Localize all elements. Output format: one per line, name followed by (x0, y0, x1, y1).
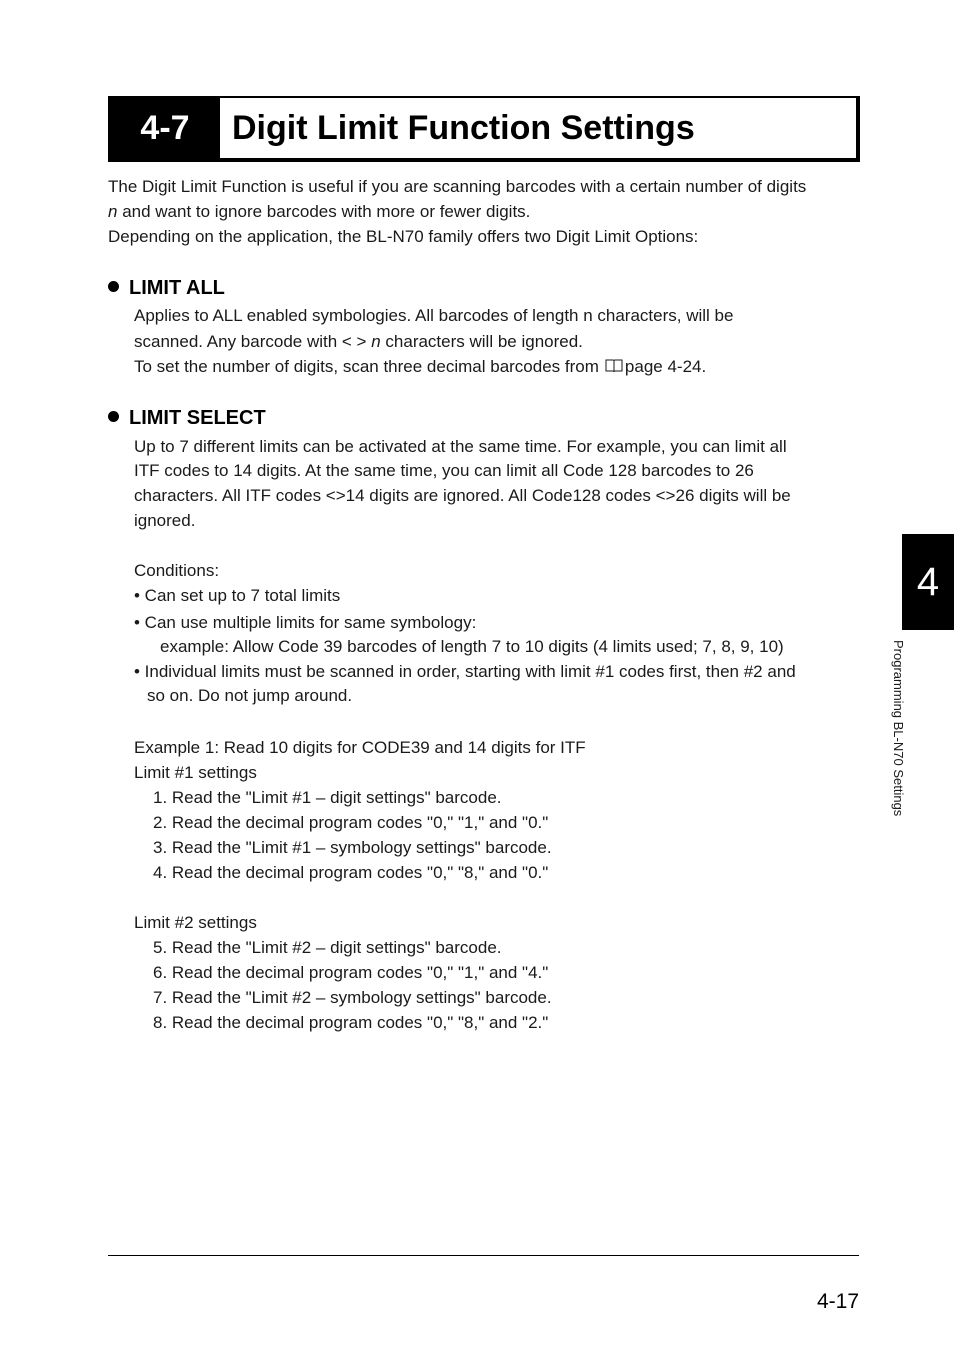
limit-all-italic-n: n (371, 332, 381, 351)
limit-select-heading-text: LIMIT SELECT (129, 407, 266, 429)
step-item: 5. Read the "Limit #2 – digit settings" barcode. (153, 938, 502, 957)
chapter-tab: 4 (902, 534, 954, 630)
intro-line-2 (108, 202, 530, 222)
condition-1: • Can set up to 7 total limits (134, 586, 341, 605)
limit-all-line-2 (134, 332, 583, 352)
bullet-icon (108, 411, 119, 422)
book-reference-icon (605, 359, 623, 373)
limit-select-heading (108, 408, 266, 428)
conditions-heading: Conditions: (134, 561, 220, 580)
limit-select-line-2: ITF codes to 14 digits. At the same time, you can limit all Code 128 barcodes to 26 (134, 461, 754, 480)
bullet-icon (108, 281, 119, 292)
section-title: Digit Limit Function Settings (232, 108, 695, 147)
intro-italic-n: n (108, 202, 118, 221)
limit-select-line-3: characters. All ITF codes <>14 digits are ignored. All Code128 codes <>26 digits will be (134, 486, 791, 505)
intro-line-2-text: and want to ignore barcodes with more or fewer digits. (117, 202, 531, 221)
limit-all-heading-text: LIMIT ALL (129, 277, 225, 299)
limit-all-line-1: Applies to ALL enabled symbologies. All barcodes of length n characters, will be (134, 306, 734, 325)
example-title: Example 1: Read 10 digits for CODE39 and 14 digits for ITF (134, 738, 586, 757)
condition-2: • Can use multiple limits for same symbology: (134, 613, 477, 632)
step-item: 3. Read the "Limit #1 – symbology settings" barcode. (153, 838, 552, 857)
step-item: 4. Read the decimal program codes "0," "8," and "0." (153, 863, 549, 882)
step-item: 6. Read the decimal program codes "0," "1," and "4." (153, 963, 549, 982)
step-item: 8. Read the decimal program codes "0," "8," and "2." (153, 1013, 549, 1032)
condition-2-example: example: Allow Code 39 barcodes of length 7 to 10 digits (4 limits used; 7, 8, 9, 10) (160, 637, 784, 656)
step-item: 7. Read the "Limit #2 – symbology settings" barcode. (153, 988, 552, 1007)
limit-all-line-3a: To set the number of digits, scan three decimal barcodes from (134, 357, 599, 376)
limit-select-line-4: ignored. (134, 511, 196, 530)
footer-rule (108, 1255, 859, 1256)
limit-all-heading (108, 278, 225, 298)
limit-2-heading: Limit #2 settings (134, 913, 257, 932)
step-item: 2. Read the decimal program codes "0," "1," and "0." (153, 813, 549, 832)
limit-1-heading: Limit #1 settings (134, 763, 257, 782)
intro-line-1: The Digit Limit Function is useful if you are scanning barcodes with a certain number of digits (108, 177, 807, 196)
page-number: 4-17 (816, 1290, 859, 1313)
limit-select-line-1: Up to 7 different limits can be activated at the same time. For example, you can limit all (134, 437, 787, 456)
section-number: 4-7 (110, 98, 220, 158)
chapter-tab-label: Programming BL-N70 Settings (891, 640, 906, 817)
limit-all-line-2b: characters will be ignored. (380, 332, 583, 351)
step-item: 1. Read the "Limit #1 – digit settings" barcode. (153, 788, 502, 807)
page-reference: page 4-24. (624, 357, 707, 376)
intro-line-3: Depending on the application, the BL-N70 family offers two Digit Limit Options: (108, 227, 699, 246)
section-header (108, 96, 860, 162)
limit-all-line-2a: scanned. Any barcode with < > (134, 332, 372, 351)
limit-all-line-3 (134, 357, 706, 377)
condition-3: • Individual limits must be scanned in order, starting with limit #1 codes first, then #2 and (134, 662, 796, 681)
condition-3-cont: so on. Do not jump around. (147, 686, 353, 705)
